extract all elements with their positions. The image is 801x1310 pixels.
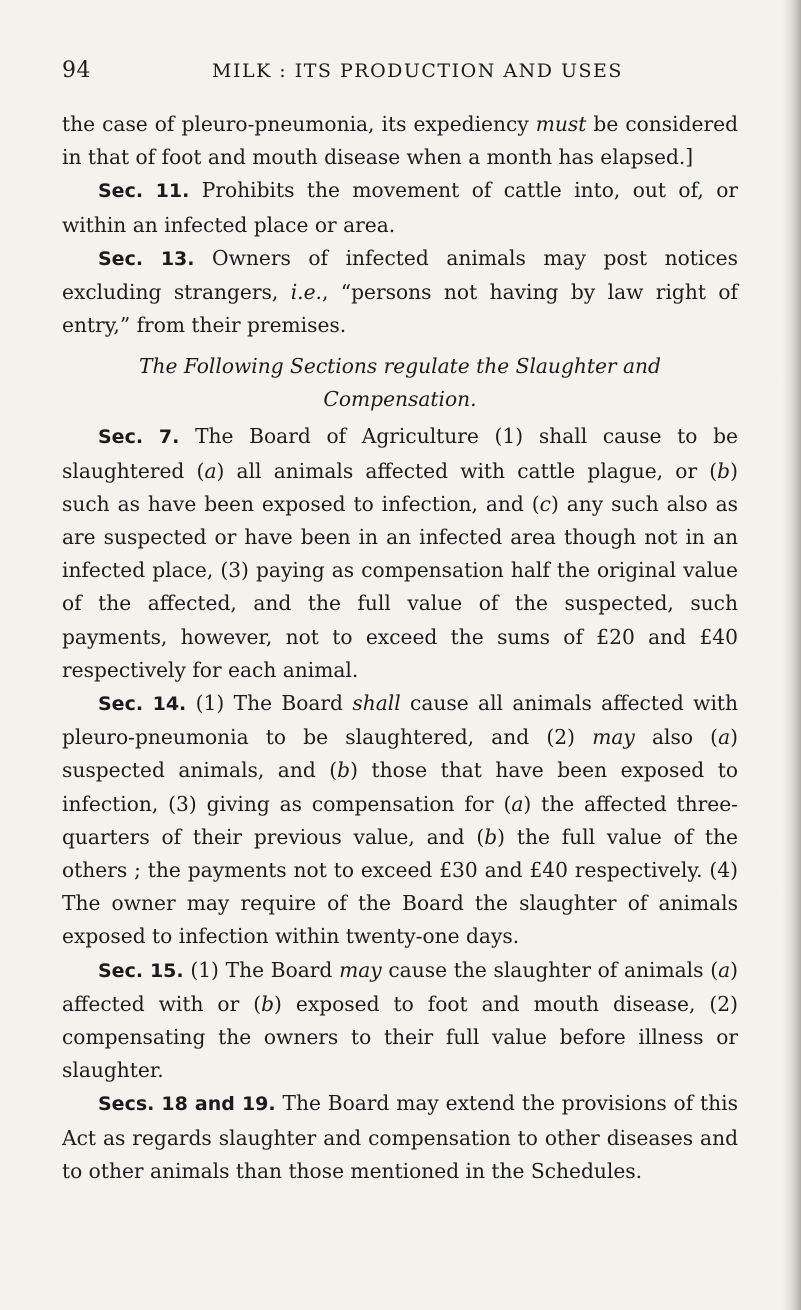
section-label: Sec. 11. <box>98 180 190 203</box>
paragraph-secs-18-19: Secs. 18 and 19. The Board may extend the provisions of this Act as regards slaughter and compensation to other diseases and to other animals than those mentioned in the Schedules. <box>62 1091 738 1183</box>
paragraph-pleuro-continuation: the case of pleuro-pneumonia, its expediency must be considered in that of foot and mouth disease when a month has elapsed.] <box>62 112 739 170</box>
section-label: Sec. 13. <box>98 247 195 270</box>
paragraph-sec-7: Sec. 7. The Board of Agriculture (1) shall cause to be slaughtered (a) all animals affected with cattle plague, or (b) such as have been exposed to infection, and (c) any such also as are suspected or have been in an infected area though not in an infected place, (3) paying as compensation half the original value of the affected, and the full value of the suspected, such payments, however, not to exceed the sums of £20 and £40 respectively for each animal. <box>62 424 739 682</box>
section-label: Sec. 14. <box>98 693 187 716</box>
page-edge-shadow <box>783 0 801 1310</box>
running-title: MILK : ITS PRODUCTION AND USES <box>212 60 623 82</box>
section-label: Sec. 7. <box>98 426 180 449</box>
section-heading: The Following Sections regulate the Slaughter and Compensation. <box>139 354 661 412</box>
paragraph-sec-14: Sec. 14. (1) The Board shall cause all animals affected with pleuro-pneumonia to be slaughtered, and (2) may also (a) suspected animals, and (b) those that have been exposed to infection, (3) giving as compensation for (a) the affected three-quarters of their previous value, and (b) the full value of the others ; the payments not to exceed £30 and £40 respectively. (4) The owner may require of the Board the slaughter of animals exposed to infection within twenty-one days. <box>62 691 739 949</box>
page-number: 94 <box>62 58 91 83</box>
section-label: Secs. 18 and 19. <box>98 1093 276 1116</box>
paragraph-sec-11: Sec. 11. Prohibits the movement of cattle into, out of, or within an infected place or area. <box>62 178 738 237</box>
paragraph-sec-15: Sec. 15. (1) The Board may cause the slaughter of animals (a) affected with or (b) exposed to foot and mouth disease, (2) compensating the owners to their full value before illness or slaughter. <box>62 957 739 1083</box>
page-header <box>62 58 722 88</box>
page-body <box>62 108 738 1188</box>
section-label: Sec. 15. <box>98 959 184 982</box>
paragraph-sec-13: Sec. 13. Owners of infected animals may post notices excluding strangers, i.e., “persons not having by law right of entry,” from their premises. <box>62 245 738 338</box>
